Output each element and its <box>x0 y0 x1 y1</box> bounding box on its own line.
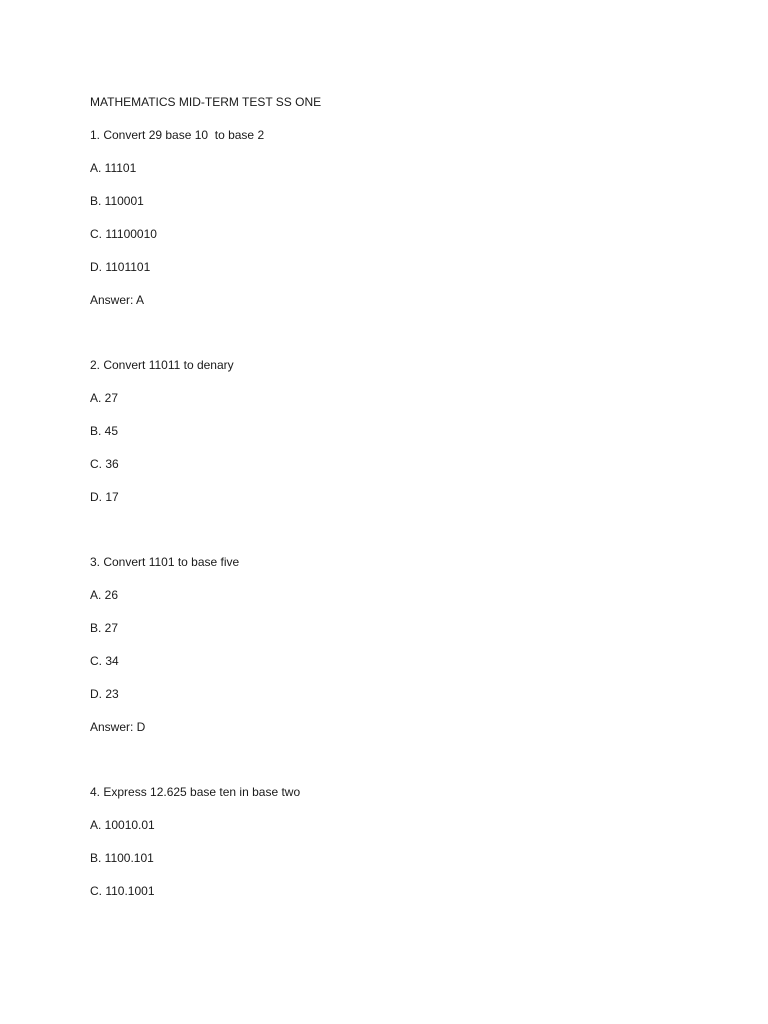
question-4-option-a: A. 10010.01 <box>90 818 155 832</box>
spacer <box>90 326 690 358</box>
question-1-option-c: C. 11100010 <box>90 227 157 241</box>
question-3-answer: Answer: D <box>90 720 146 734</box>
question-4-option-c: C. 110.1001 <box>90 884 155 898</box>
question-1-answer: Answer: A <box>90 293 145 307</box>
question-3-option-d: D. 23 <box>90 687 119 701</box>
question-1-option-b: B. 110001 <box>90 194 144 208</box>
document-title: MATHEMATICS MID-TERM TEST SS ONE <box>90 95 322 109</box>
question-4-option-b: B. 1100.101 <box>90 851 154 865</box>
question-3-option-b: B. 27 <box>90 621 119 635</box>
question-2-option-d: D. 17 <box>90 490 119 504</box>
question-2-text: 2. Convert 11011 to denary <box>90 358 234 372</box>
spacer <box>90 753 690 785</box>
question-1-option-d: D. 1101101 <box>90 260 151 274</box>
question-2-option-c: C. 36 <box>90 457 119 471</box>
spacer <box>90 523 690 555</box>
question-3-option-c: C. 34 <box>90 654 119 668</box>
question-2-option-b: B. 45 <box>90 424 119 438</box>
question-1-option-a: A. 11101 <box>90 161 137 175</box>
question-1-text: 1. Convert 29 base 10 to base 2 <box>90 128 265 142</box>
question-3-text: 3. Convert 1101 to base five <box>90 555 240 569</box>
document-page <box>90 95 690 917</box>
question-3-option-a: A. 26 <box>90 588 119 602</box>
question-2-option-a: A. 27 <box>90 391 119 405</box>
question-4-text: 4. Express 12.625 base ten in base two <box>90 785 301 799</box>
